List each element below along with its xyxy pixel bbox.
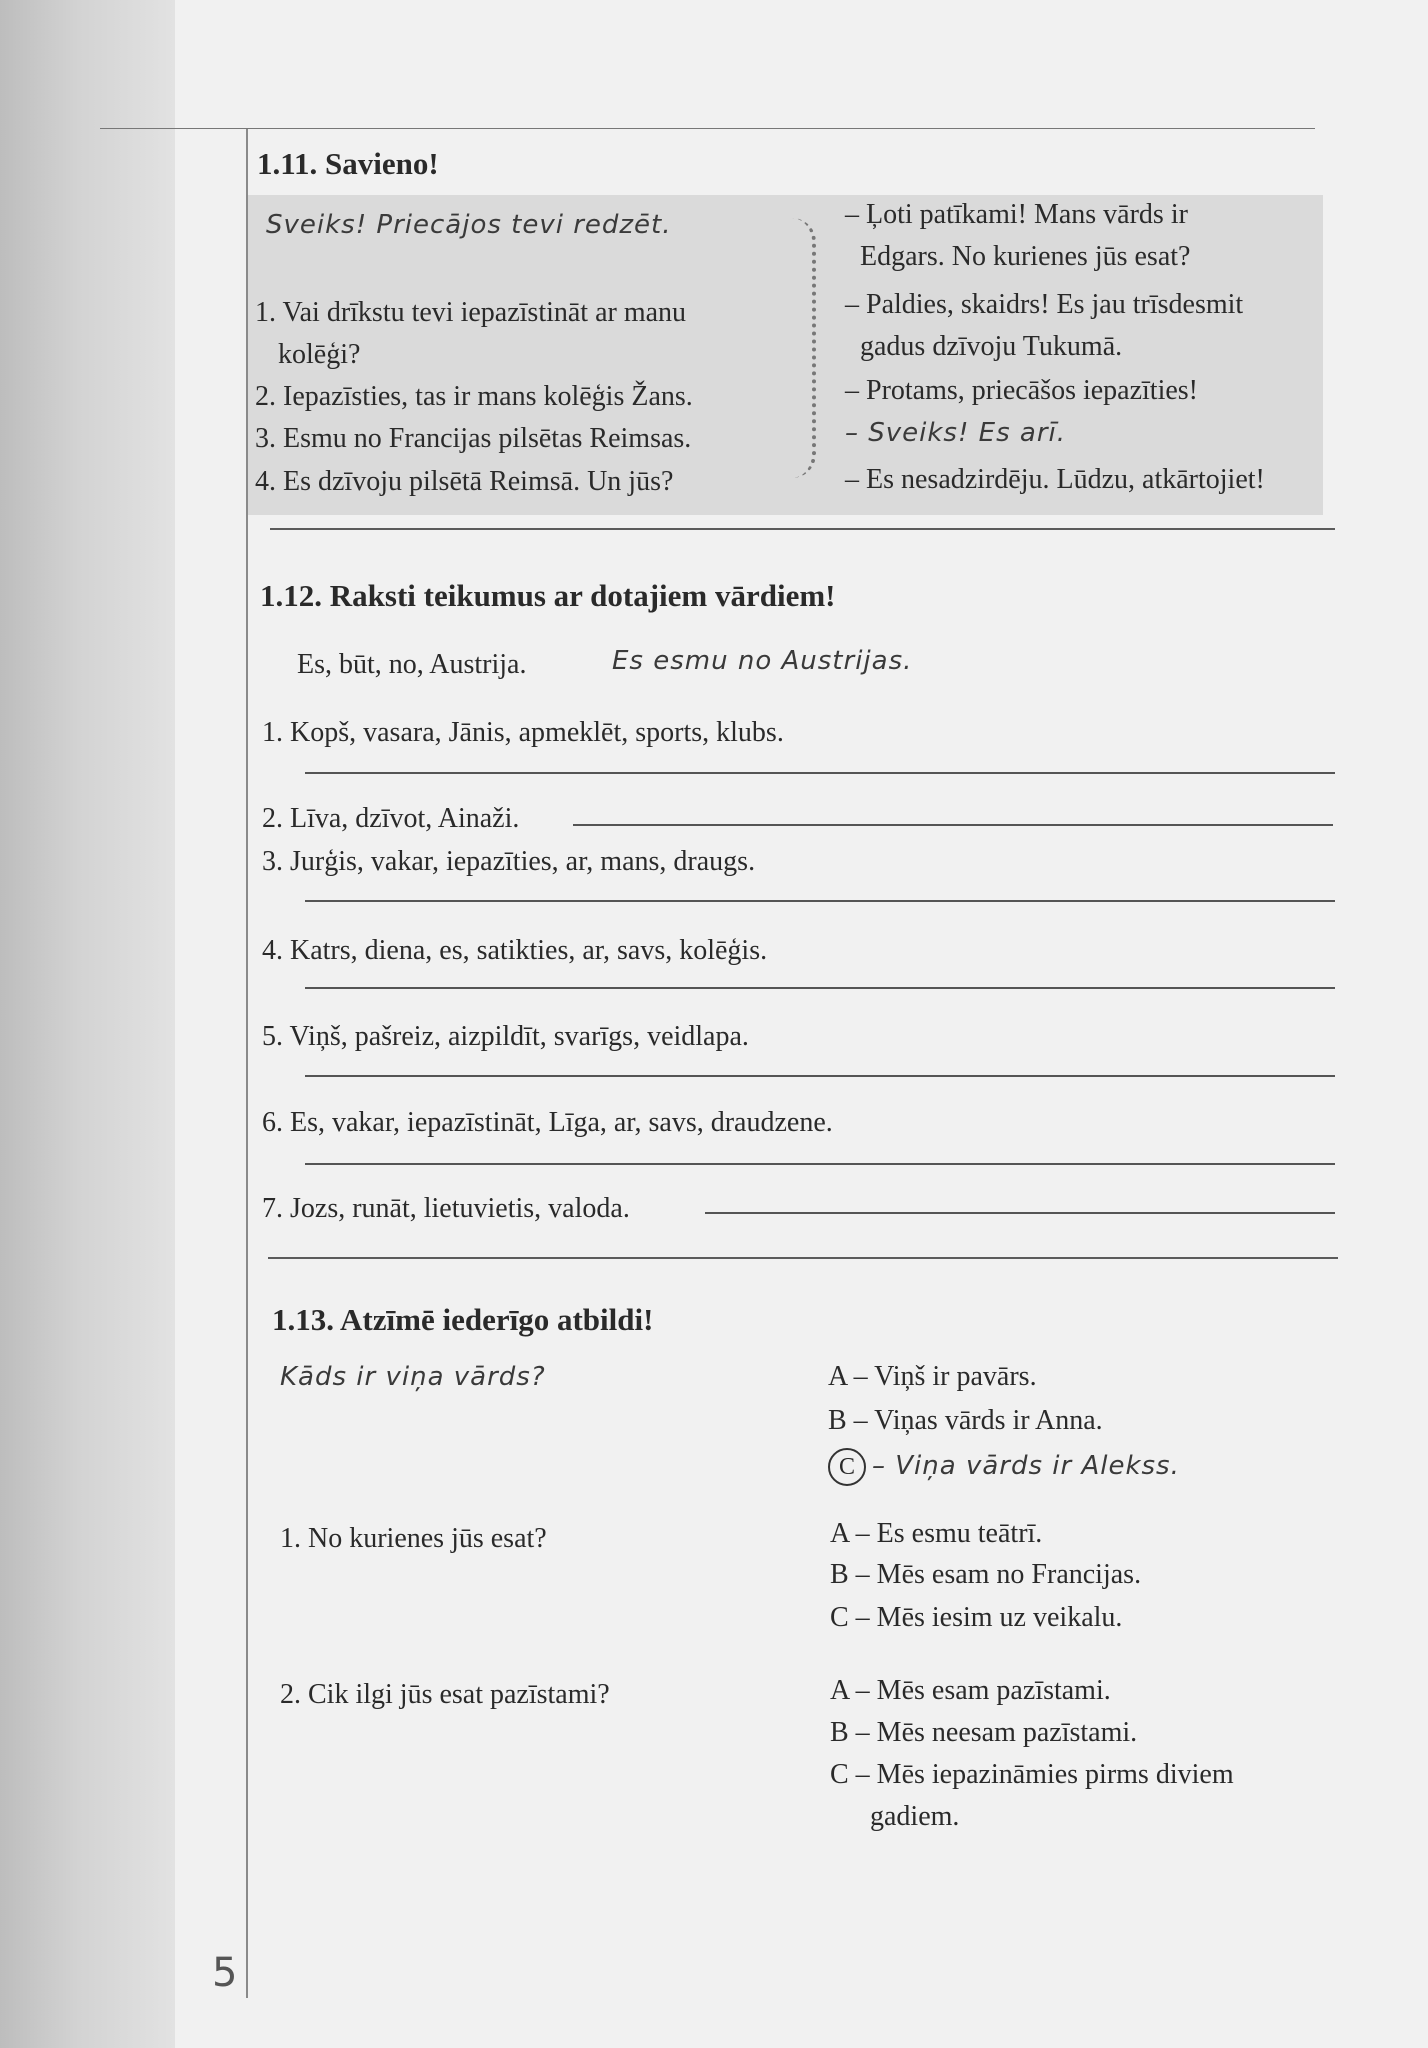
question-2: 2. Cik ilgi jūs esat pazīstami? — [280, 1679, 610, 1710]
example-option-c[interactable] — [828, 1448, 1180, 1486]
question-1: 1. No kurienes jūs esat? — [280, 1523, 547, 1554]
top-rule — [100, 128, 1315, 129]
right-line-2b: gadus dzīvoju Tukumā. — [860, 331, 1123, 362]
left-line-1b: kolēģi? — [278, 339, 361, 370]
answer-line-4[interactable] — [305, 987, 1335, 989]
exercise-1-12-title: 1.12. Raksti teikumus ar dotajiem vārdiem! — [260, 578, 836, 613]
left-line-3: 3. Esmu no Francijas pilsētas Reimsas. — [255, 423, 692, 454]
exercise-1-11-title: 1.11. Savieno! — [257, 146, 439, 181]
answer-line-1[interactable] — [305, 772, 1335, 774]
item-2: 2. Līva, dzīvot, Ainaži. — [262, 803, 520, 834]
answer-line-6[interactable] — [305, 1163, 1335, 1165]
section-divider-2 — [268, 1257, 1338, 1259]
right-line-3: – Protams, priecāšos iepazīties! — [845, 375, 1199, 406]
q2-option-c-cont: gadiem. — [870, 1801, 960, 1832]
example-option-c-text: – Viņa vārds ir Alekss. — [872, 1451, 1180, 1481]
page-number: 5 — [212, 1950, 238, 1996]
q1-option-c[interactable]: C – Mēs iesim uz veikalu. — [830, 1602, 1123, 1633]
example-answer: Es esmu no Austrijas. — [612, 646, 913, 676]
answer-line-5[interactable] — [305, 1075, 1335, 1077]
q2-option-c[interactable]: C – Mēs iepazināmies pirms diviem — [830, 1759, 1234, 1790]
answer-line-2[interactable] — [573, 824, 1333, 826]
left-line-1: 1. Vai drīkstu tevi iepazīstināt ar manu — [255, 297, 687, 328]
section-divider-1 — [270, 528, 1335, 530]
dotted-connector — [792, 218, 816, 478]
right-line-1: – Ļoti patīkami! Mans vārds ir — [845, 199, 1188, 230]
example-greeting: Sveiks! Priecājos tevi redzēt. — [266, 210, 672, 240]
example-option-b[interactable]: B – Viņas vārds ir Anna. — [828, 1405, 1103, 1436]
q2-option-a[interactable]: A – Mēs esam pazīstami. — [830, 1675, 1111, 1706]
item-7: 7. Jozs, runāt, lietuvietis, valoda. — [262, 1193, 630, 1224]
exercise-1-13-title: 1.13. Atzīmē iederīgo atbildi! — [272, 1302, 654, 1337]
left-line-2: 2. Iepazīsties, tas ir mans kolēģis Žans. — [255, 381, 693, 412]
q1-option-a[interactable]: A – Es esmu teātrī. — [830, 1518, 1043, 1549]
q2-option-b[interactable]: B – Mēs neesam pazīstami. — [830, 1717, 1138, 1748]
example-prompt: Es, būt, no, Austrija. — [297, 649, 527, 680]
q1-option-b[interactable]: B – Mēs esam no Francijas. — [830, 1559, 1142, 1590]
right-line-1b: Edgars. No kurienes jūs esat? — [860, 241, 1191, 272]
example-option-a[interactable]: A – Viņš ir pavārs. — [828, 1361, 1037, 1392]
answer-line-7[interactable] — [705, 1212, 1335, 1214]
right-line-2: – Paldies, skaidrs! Es jau trīsdesmit — [845, 289, 1244, 320]
right-line-4: – Sveiks! Es arī. — [845, 418, 1067, 448]
example-question: Kāds ir viņa vārds? — [280, 1362, 546, 1392]
item-1: 1. Kopš, vasara, Jānis, apmeklēt, sports, klubs. — [262, 717, 784, 748]
left-line-4: 4. Es dzīvoju pilsētā Reimsā. Un jūs? — [255, 466, 674, 497]
item-6: 6. Es, vakar, iepazīstināt, Līga, ar, savs, draudzene. — [262, 1107, 833, 1138]
item-4: 4. Katrs, diena, es, satikties, ar, savs, kolēģis. — [262, 935, 768, 966]
item-3: 3. Jurģis, vakar, iepazīties, ar, mans, draugs. — [262, 846, 756, 877]
circled-answer-mark: C — [828, 1448, 866, 1486]
book-gutter — [0, 0, 175, 2048]
right-line-5: – Es nesadzirdēju. Lūdzu, atkārtojiet! — [845, 464, 1265, 495]
item-5: 5. Viņš, pašreiz, aizpildīt, svarīgs, veidlapa. — [262, 1021, 749, 1052]
answer-line-3[interactable] — [305, 900, 1335, 902]
